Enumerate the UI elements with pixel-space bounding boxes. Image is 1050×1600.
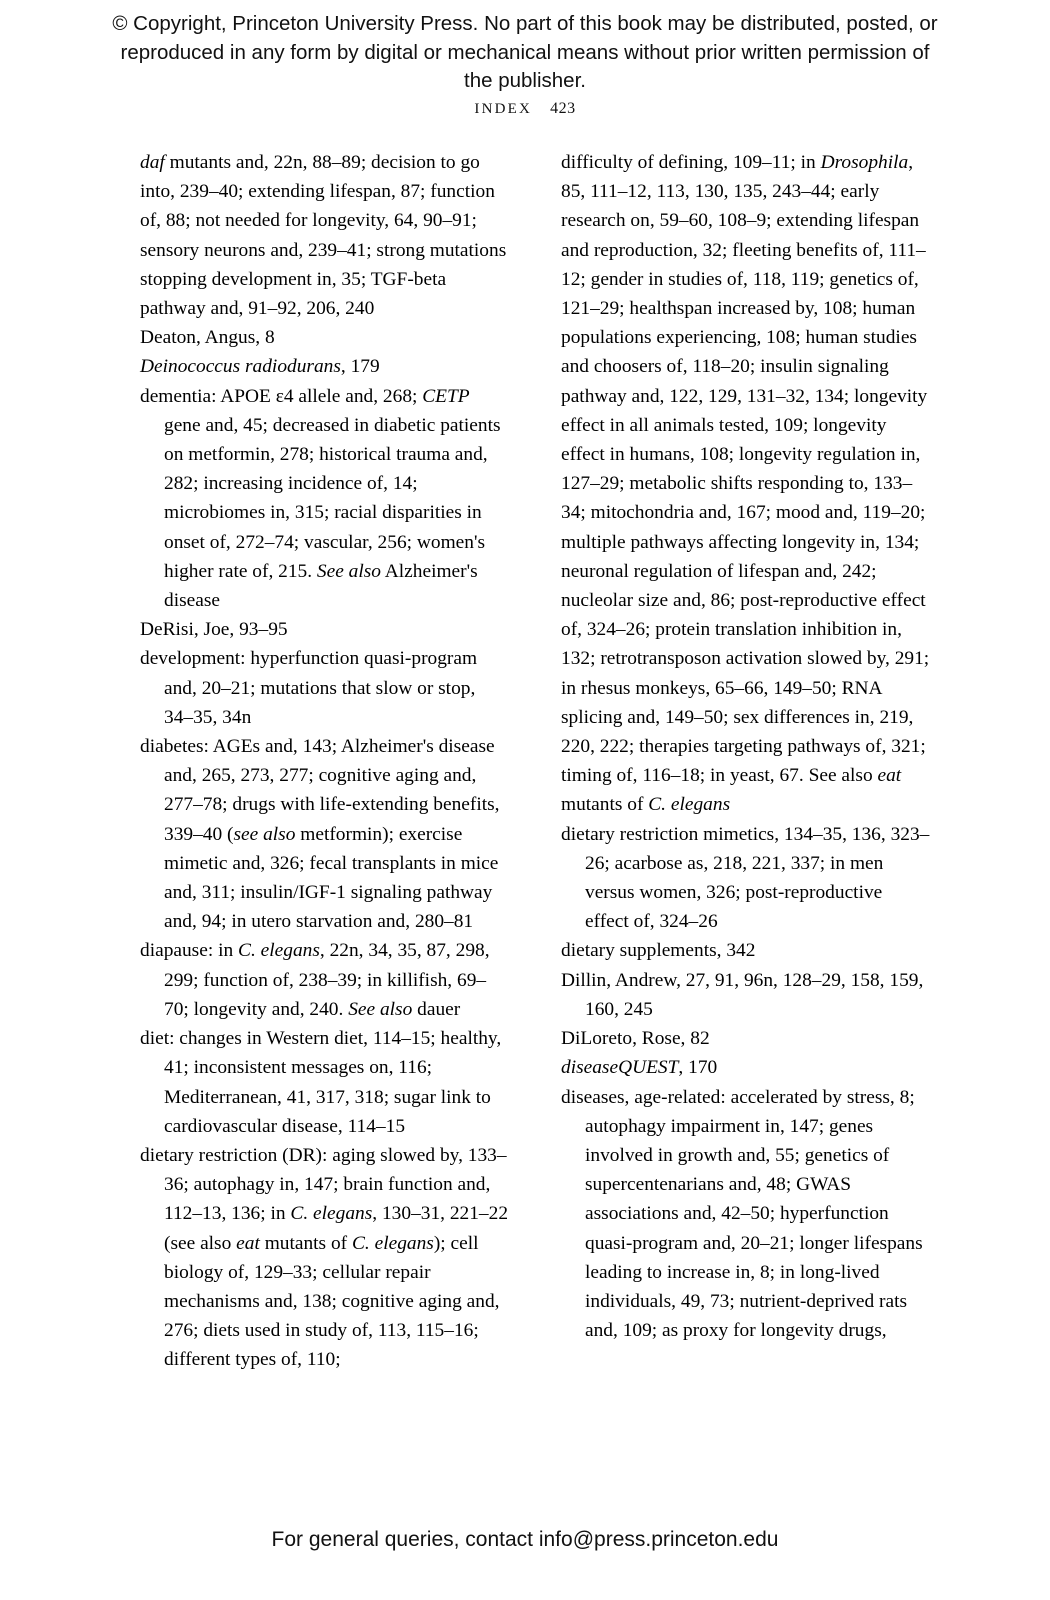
running-head [0,100,1050,118]
index-entry: DiLoreto, Rose, 82 [561,1028,710,1050]
index-entry: diseaseQUEST, 170 [561,1057,718,1079]
index-entry: DeRisi, Joe, 93–95 [140,619,288,641]
index-entry: Deaton, Angus, 8 [140,327,275,349]
index-entry: daf mutants and, 22n, 88–89; decision to go into, 239–40; extending lifespan, 87; function of, 88; not needed for longevity, 64, 90–91; sensory neurons and, 239–41; strong mutations stopping development in, 35; TGF-beta pathway and, 91–92, 206, 240 [140,152,507,320]
index-columns [140,148,930,1375]
index-entry: Deinococcus radiodurans, 179 [140,356,380,378]
index-column-right [561,148,930,1375]
index-entry: diapause: in C. elegans, 22n, 34, 35, 87, 298, 299; function of, 238–39; in killifish, 69–70; longevity and, 240. See also dauer [140,940,490,1020]
footer-queries-text: For general queries, contact info@press.princeton.edu [271,1528,779,1551]
page-folio: 423 [550,100,576,117]
index-column-left [140,148,509,1375]
running-head-label: INDEX [474,101,533,117]
copyright-notice: © Copyright, Princeton University Press. No part of this book may be distributed, posted, or reproduced in any form by digital or mechanical means without prior written permission of the publisher. [112,12,938,93]
index-entry: dietary restriction mimetics, 134–35, 136, 323–26; acarbose as, 218, 221, 337; in men versus women, 326; post-reproductive effect of, 324–26 [561,823,930,933]
index-entry: diet: changes in Western diet, 114–15; healthy, 41; inconsistent messages on, 116; Mediterranean, 41, 317, 318; sugar link to cardiovascular disease, 114–15 [140,1028,502,1137]
index-entry: Dillin, Andrew, 27, 91, 96n, 128–29, 158, 159, 160, 245 [561,969,924,1020]
index-entry: diabetes: AGEs and, 143; Alzheimer's disease and, 265, 273, 277; cognitive aging and, 277–78; drugs with life-extending benefits, 339–40 (see also metformin); exercise mimetic and, 326; fecal transplants in mice and, 311; insulin/IGF-1 signaling pathway and, 94; in utero starvation and, 280–81 [140,736,500,933]
index-entry: dietary supplements, 342 [561,940,756,962]
index-entry: dietary restriction (DR): aging slowed by, 133–36; autophagy in, 147; brain function and, 112–13, 136; in C. elegans, 130–31, 221–22 (see also eat mutants of C. elegans); cell biology of, 129–33; cellular repair mechanisms and, 138; cognitive aging and, 276; diets used in study of, 113, 115–16; different types of, 110; [140,1144,509,1371]
index-entry: diseases, age-related: accelerated by stress, 8; autophagy impairment in, 147; genes involved in growth and, 55; genetics of supercentenarians and, 48; GWAS associations and, 42–50; hyperfunction quasi-program and, 20–21; longer lifespans leading to increase in, 8; in long-lived individuals, 49, 73; nutrient-deprived rats and, 109; as proxy for longevity drugs, [561,1086,923,1342]
index-entry: development: hyperfunction quasi-program and, 20–21; mutations that slow or stop, 34–35, 34n [140,648,478,728]
index-entry: difficulty of defining, 109–11; in Drosophila, 85, 111–12, 113, 130, 135, 243–44; early research on, 59–60, 108–9; extending lifespan and reproduction, 32; fleeting benefits of, 111–12; gender in studies of, 118, 119; genetics of, 121–29; healthspan increased by, 108; human populations experiencing, 108; human studies and choosers of, 118–20; insulin signaling pathway and, 122, 129, 131–32, 134; longevity effect in all animals tested, 109; longevity effect in humans, 108; longevity regulation in, 127–29; metabolic shifts responding to, 133–34; mitochondria and, 167; mood and, 119–20; multiple pathways affecting longevity in, 134; neuronal regulation of lifespan and, 242; nucleolar size and, 86; post-reproductive effect of, 324–26; protein translation inhibition in, 132; retrotransposon activation slowed by, 291; in rhesus monkeys, 65–66, 149–50; RNA splicing and, 149–50; sex differences in, 219, 220, 222; therapies targeting pathways of, 321; timing of, 116–18; in yeast, 67. See also eat mutants of C. elegans [561,152,930,816]
index-entry: dementia: APOE ε4 allele and, 268; CETP gene and, 45; decreased in diabetic patients on metformin, 278; historical trauma and, 282; increasing incidence of, 14; microbiomes in, 315; racial disparities in onset of, 272–74; vascular, 256; women's higher rate of, 215. See also Alzheimer's disease [140,385,501,612]
